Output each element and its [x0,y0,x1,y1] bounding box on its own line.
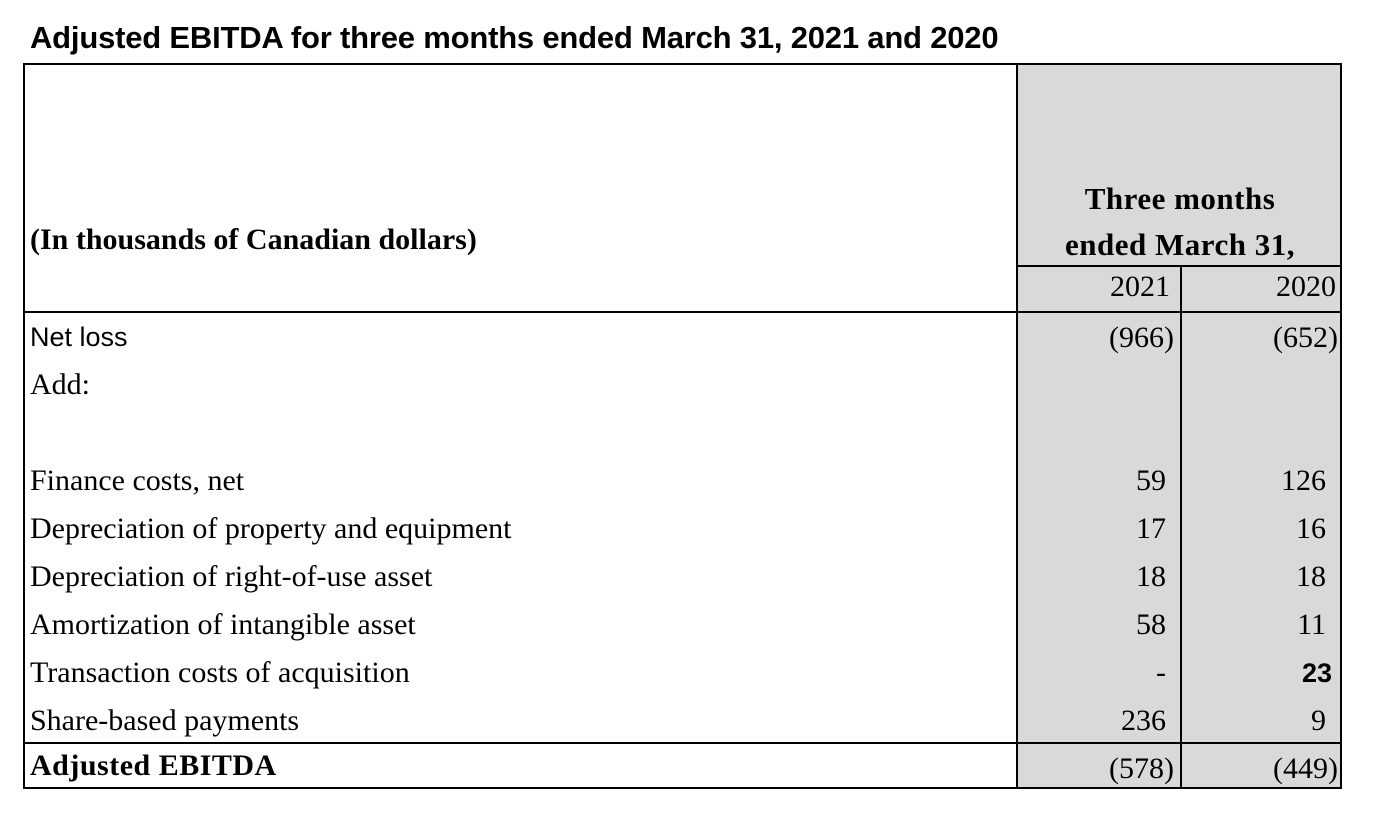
period-header-line1: Three months [1084,181,1276,216]
total-top-rule [23,742,1342,744]
share-based-2020: 9 [1311,704,1326,737]
depreciation-property-2021: 17 [1136,512,1166,545]
finance-costs-2021: 59 [1136,464,1166,497]
adjusted-ebitda-2020: (449) [1273,752,1338,785]
transaction-costs-2020: 23 [1301,658,1332,688]
finance-costs-2020: 126 [1281,464,1326,497]
table-title: Adjusted EBITDA for three months ended March 31, 2021 and 2020 [30,20,999,55]
share-based-2021: 236 [1121,704,1166,737]
period-header [1018,176,1342,268]
row-label-transaction-costs: Transaction costs of acquisition [30,656,410,689]
depreciation-rou-2021: 18 [1136,560,1166,593]
row-label-share-based: Share-based payments [30,704,300,737]
adjusted-ebitda-2021: (578) [1109,752,1174,785]
transaction-costs-2021: - [1156,656,1166,689]
amortization-2020: 11 [1297,608,1326,641]
header-bottom-rule [23,311,1342,313]
year-2020-header: 2020 [1276,270,1336,303]
row-label-adjusted-ebitda: Adjusted EBITDA [30,749,277,782]
row-label-add: Add: [30,368,90,401]
row-label-amortization: Amortization of intangible asset [30,608,416,641]
period-header-line2: ended March 31, [1065,227,1295,262]
depreciation-rou-2020: 18 [1296,560,1326,593]
amortization-2021: 58 [1136,608,1166,641]
net-loss-2020: (652) [1273,321,1338,354]
net-loss-2021: (966) [1109,321,1174,354]
row-label-depreciation-rou: Depreciation of right-of-use asset [30,560,433,593]
depreciation-property-2020: 16 [1296,512,1326,545]
row-label-net-loss: Net loss [30,322,128,352]
row-label-depreciation-property: Depreciation of property and equipment [30,512,512,545]
units-label: (In thousands of Canadian dollars) [30,223,477,256]
row-label-finance-costs: Finance costs, net [30,464,245,497]
year-2021-header: 2021 [1110,270,1170,303]
